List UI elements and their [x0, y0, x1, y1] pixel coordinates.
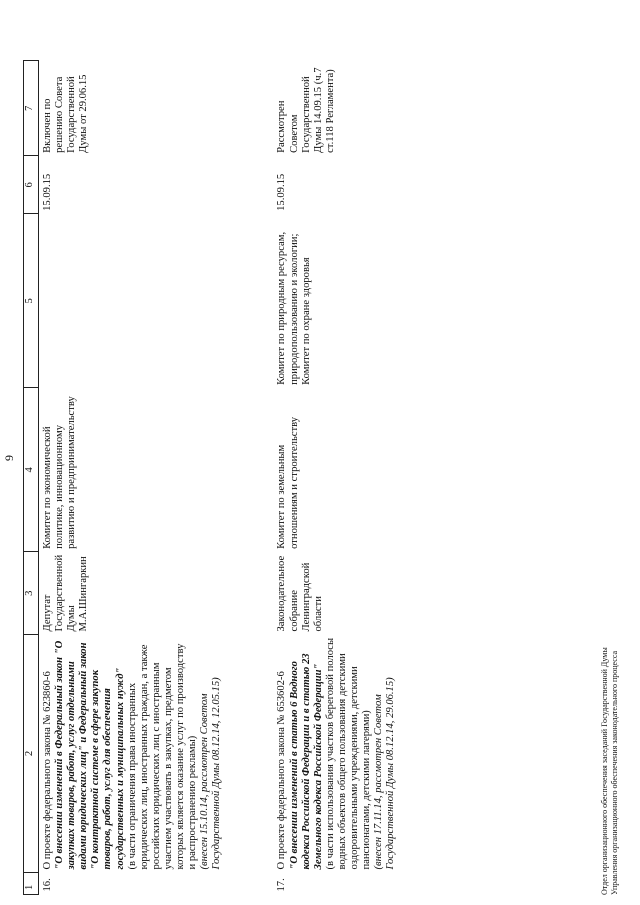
table-row — [39, 61, 225, 895]
agenda-table — [23, 60, 398, 895]
header-col-6: 6 — [24, 156, 39, 214]
bill-description — [224, 635, 398, 873]
bill-dates: (внесен 15.10.14, рассмотрен Советом Государственной Думы 08.12.14, 12.05.15) — [199, 677, 223, 870]
header-col-5: 5 — [24, 214, 39, 388]
bill-name: "О внесении изменений в Федеральный закон "О закупках товаров, работ, услуг отдельными видами юридических лиц" и Федеральный закон "О контрактной системе в сфере закупок товаров, работ, услуг для обеспечения государственных и муниципальных нужд" — [54, 640, 126, 870]
table-row — [224, 61, 398, 895]
responsible-committee: Комитет по экономической политике, инновационному развитию и предпринимательству — [42, 396, 78, 549]
bill-author: Депутат Государственной Думы М.А.Шингаркин — [42, 554, 90, 632]
bill-detail: (в части использования участков береговой полосы водных объектов общего пользования детскими оздоровительными учреждениями, детскими пансионатами, детскими лагерями) — [324, 637, 373, 870]
bill-detail: (в части ограничения права иностранных юридических лиц, иностранных граждан, а также российских юридических лиц с иностранным участием участвовать в закупках, предметом которых является оказание услуг по производству и распространению рекламы) — [126, 643, 199, 870]
review-note: Включен по решению Совета Государственной Думы от 29.06.15 — [42, 74, 90, 153]
row-number: 17. — [276, 878, 288, 892]
responsible-committee: Комитет по земельным отношениям и строительству — [276, 416, 300, 549]
header-col-2: 2 — [24, 635, 39, 873]
bill-author: Законодательное собрание Ленинградской области — [276, 555, 324, 632]
header-col-3: 3 — [24, 552, 39, 635]
footer-note — [600, 647, 620, 895]
bill-dates: (внесен 17.11.14, рассмотрен Советом Государственной Думы 08.12.14, 29.06.15) — [373, 677, 397, 870]
footer-line-2: Управления организационного обеспечения законодательного процесса — [610, 650, 619, 895]
footer-line-1: Отдел организационного обеспечения заседаний Государственной Думы — [600, 647, 609, 895]
bill-description — [39, 635, 225, 873]
table-header-row — [24, 61, 39, 895]
bill-title: О проекте федерального закона № 653602-6 — [276, 671, 288, 870]
bill-title: О проекте федерального закона № 623860-6 — [42, 671, 53, 870]
review-date: 15.09.15 — [276, 173, 288, 211]
review-note: Рассмотрен Советом Государственной Думы 14.09.15 (ч.7 ст.118 Регламента) — [276, 67, 336, 153]
bill-name: "О внесении изменений в статью 6 Водного кодекса Российской Федерации и в статью 23 Земельного кодекса Российской Федерации" — [288, 653, 324, 870]
review-date: 15.09.15 — [42, 173, 53, 211]
co-committee — [39, 214, 225, 388]
header-col-4: 4 — [24, 388, 39, 552]
header-col-7: 7 — [24, 61, 39, 156]
co-committee: Комитет по природным ресурсам, природопользованию и экологии; Комитет по охране здоровья — [276, 231, 312, 385]
page-number: 9 — [2, 455, 16, 461]
row-number: 16. — [42, 878, 53, 892]
header-col-1: 1 — [24, 873, 39, 895]
